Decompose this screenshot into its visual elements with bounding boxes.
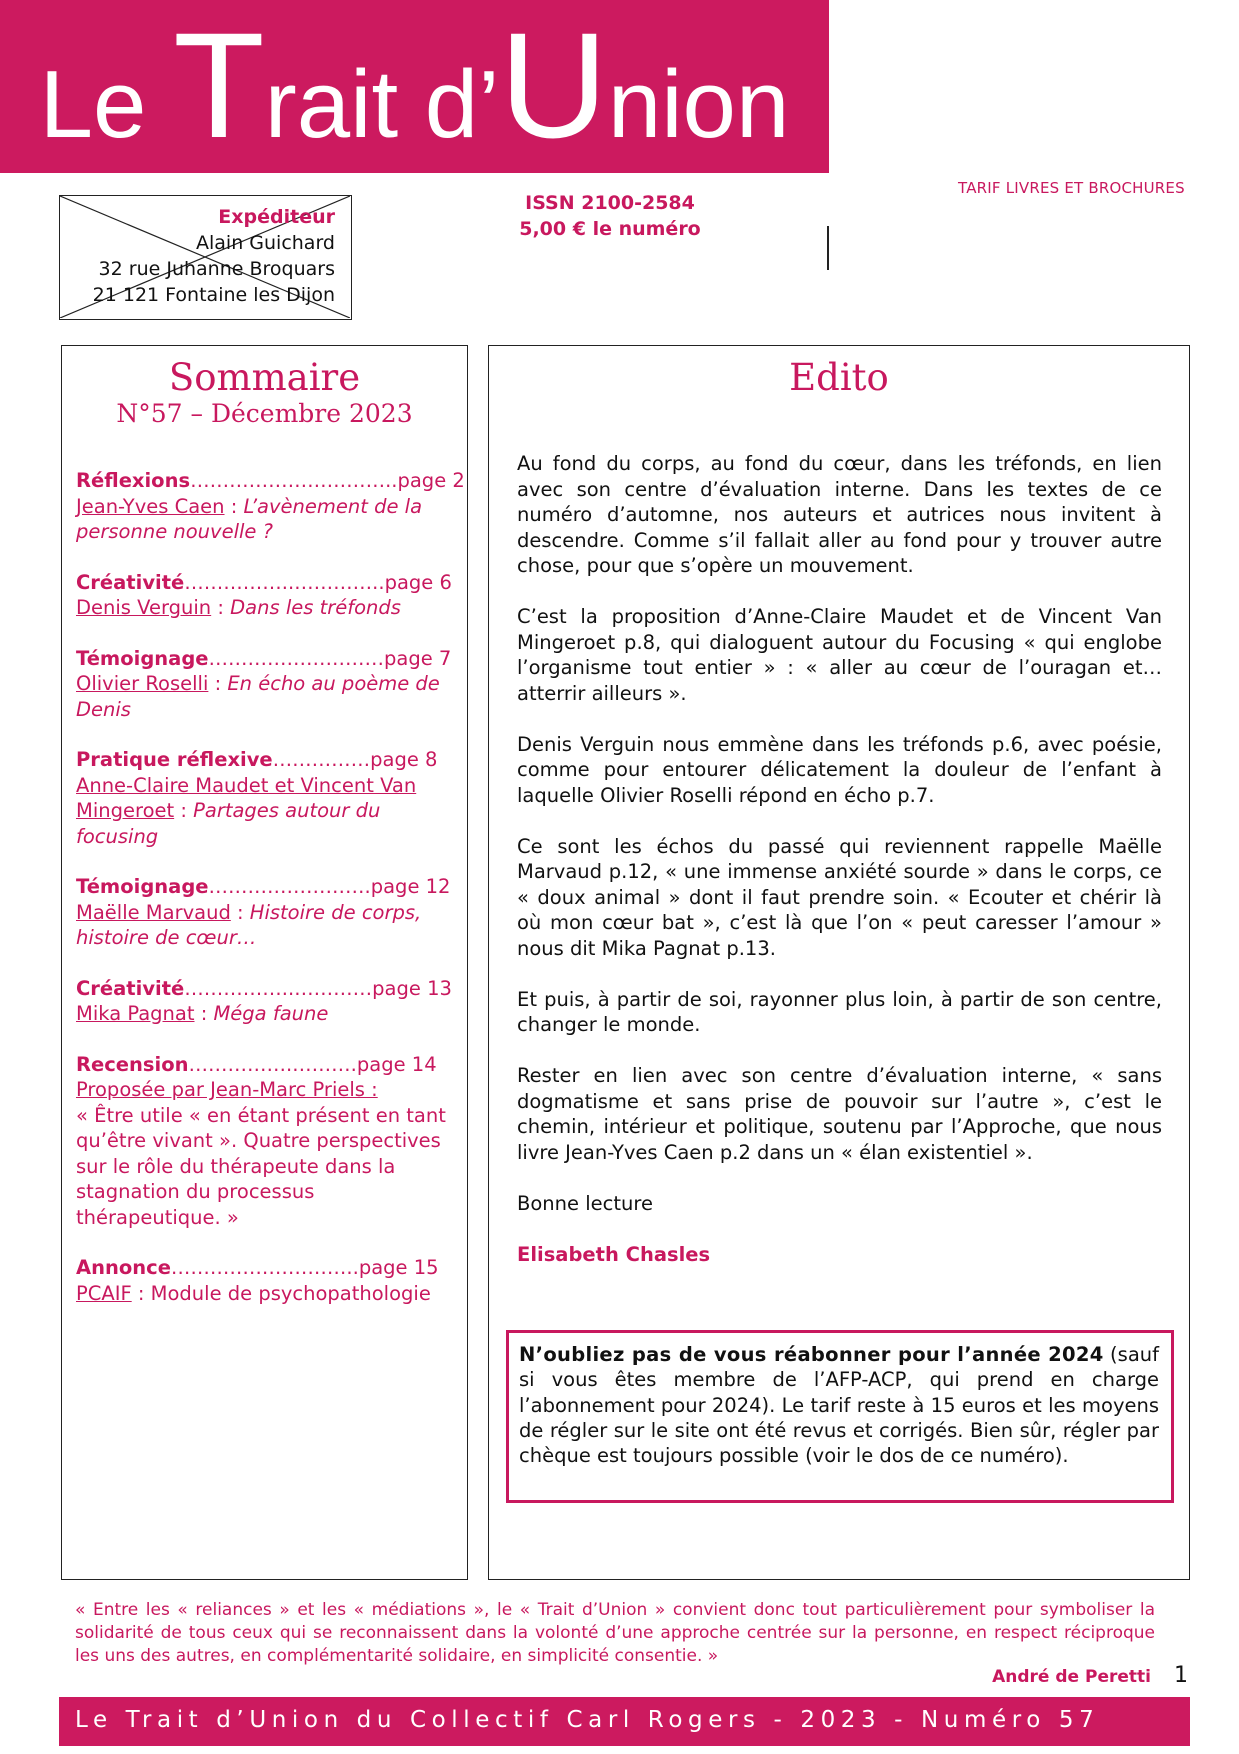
edito-signature: Elisabeth Chasles <box>517 1242 711 1266</box>
table-of-contents <box>76 468 465 1331</box>
toc-category: Créativité <box>76 570 185 594</box>
toc-category: Témoignage <box>76 646 209 670</box>
toc-page: page 13 <box>372 976 452 1000</box>
renewal-headline: N’oubliez pas de vous réabonner pour l’année 2024 <box>519 1343 1104 1366</box>
sommaire-issue: N°57 – Décembre 2023 <box>116 399 413 428</box>
toc-article-title: « Être utile « en étant présent en tant qu’être vivant ». Quatre perspectives sur le rôle du thérapeute dans la stagnation du processus thérapeutique. » <box>76 1103 446 1229</box>
toc-article-title: Dans les tréfonds <box>230 596 401 619</box>
toc-leader: ……………..………….. <box>184 570 385 594</box>
toc-author-link[interactable]: Denis Verguin <box>76 596 212 619</box>
sender-address-box <box>59 195 352 320</box>
toc-leader: …………… <box>272 748 371 771</box>
toc-author-link[interactable]: Jean-Yves Caen <box>76 494 225 518</box>
masthead <box>0 0 829 173</box>
renewal-notice <box>506 1330 1174 1503</box>
toc-page: page 7 <box>384 646 452 670</box>
toc-category: Annonce <box>76 1256 171 1279</box>
quote-author: André de Peretti <box>992 1667 1151 1687</box>
sender-name: Alain Guichard <box>196 232 335 254</box>
toc-page: page 6 <box>384 570 452 594</box>
toc-entry: Témoignage………………………page 7 Olivier Roselli : En écho au poème de Denis <box>76 646 452 721</box>
renewal-text <box>519 1342 1159 1468</box>
toc-leader: ………………………. <box>170 1256 353 1279</box>
toc-page: page 2 <box>397 469 465 492</box>
edito-paragraph: Rester en lien avec son centre d’évaluation interne, « sans dogmatisme et sans prise de pouvoir sur l’autre », c’est le chemin, intérieur et politique, soutenu par l’Approche, que nous livre Jean-Yves Caen p.2 dans un « élan existentiel ». <box>517 1064 1162 1164</box>
toc-article-title: Histoire de corps, histoire de cœur… <box>76 900 422 949</box>
toc-author-link[interactable]: Proposée par Jean-Marc Priels : <box>76 1078 378 1101</box>
edito-paragraph: Denis Verguin nous emmène dans les tréfonds p.6, avec poésie, comme pour entourer délicatement la douleur de l’enfant à laquelle Olivier Roselli répond en écho p.7. <box>517 732 1162 807</box>
toc-author-link[interactable]: Mika Pagnat <box>76 1002 195 1025</box>
toc-category: Recension <box>76 1052 189 1076</box>
toc-page: page 8 <box>370 748 438 771</box>
sender-label: Expéditeur <box>218 206 335 228</box>
toc-author-link[interactable]: Maëlle Marvaud <box>76 900 231 924</box>
edito-paragraph: Bonne lecture <box>517 1191 653 1215</box>
toc-leader: …………….………. <box>188 1052 357 1076</box>
masthead-title: Le Trait d’Union <box>39 1 790 169</box>
toc-category: Pratique réflexive <box>76 748 273 771</box>
vertical-divider <box>827 226 829 270</box>
sender-street: 32 rue Juhanne Broquars <box>98 258 335 280</box>
toc-article-title: Partages autour du focusing <box>76 799 381 848</box>
toc-entry: Témoignage…………………….page 12 Maëlle Marvaud : Histoire de corps, histoire de cœur… <box>76 875 451 949</box>
toc-entry: Créativité……………..…………page 13 Mika Pagnat : Méga faune <box>76 976 452 1025</box>
edito-title: Edito <box>789 356 889 399</box>
toc-category: Créativité <box>76 976 185 1000</box>
issue-price: 5,00 € le numéro <box>519 218 701 240</box>
footer-text: Le Trait d’Union du Collectif Carl Rogers - 2023 - Numéro 57 <box>75 1707 1100 1733</box>
edito-paragraph: Au fond du corps, au fond du cœur, dans les tréfonds, en lien avec son centre d’évaluation interne. Dans les textes de ce numéro d’automne, nos auteurs et autrices nous invitent à descendre. Comme s’il fallait aller au fond pour y trouver autre chose, pour que s’opère un mouvement. <box>517 452 1162 577</box>
postal-tariff: TARIF LIVRES ET BROCHURES <box>958 179 1185 197</box>
footer-band <box>59 1697 1190 1746</box>
issn-number: ISSN 2100-2584 <box>525 192 695 214</box>
sender-city: 21 121 Fontaine les Dijon <box>92 284 335 306</box>
quote-text: « Entre les « reliances » et les « médiations », le « Trait d’Union » convient donc tout particulièrement pour symboliser la solidarité de tous ceux qui se reconnaissent dans la volonté d’une approche centrée sur la personne, en respect réciproque les uns des autres, en complémentarité solidaire, en simplicité consentie. » <box>75 1600 1155 1666</box>
page-number: 1 <box>1174 1663 1188 1688</box>
toc-article-title: Méga faune <box>213 1002 329 1025</box>
toc-author-link[interactable]: Olivier Roselli <box>76 672 209 695</box>
toc-entry: Réflexions…………………………..page 2 Jean-Yves Caen : L’avènement de la personne nouvelle ? <box>76 469 465 543</box>
toc-page: page 14 <box>356 1052 437 1076</box>
toc-category: Témoignage <box>76 875 209 898</box>
toc-entry: Pratique réflexive……………page 8 Anne-Claire Maudet et Vincent Van Mingeroet : Partages autour du focusing <box>76 748 438 848</box>
sommaire-box <box>61 345 468 1580</box>
edito-paragraph: Et puis, à partir de soi, rayonner plus loin, à partir de son centre, changer le monde. <box>517 987 1162 1036</box>
toc-leader: ………………………….. <box>190 469 398 492</box>
toc-leader: ……………..………… <box>184 976 373 1000</box>
toc-entry: Annonce………………………..page 15 PCAIF : Module de psychopathologie <box>76 1256 439 1305</box>
toc-article-title: En écho au poème de Denis <box>76 672 440 721</box>
toc-entry <box>76 1052 448 1231</box>
toc-author-link[interactable]: Anne-Claire Maudet et Vincent Van Mingeroet <box>76 773 417 822</box>
toc-page: page 12 <box>370 875 451 898</box>
toc-entry: Créativité……………..…………..page 6 Denis Verguin : Dans les tréfonds <box>76 570 452 619</box>
edito-body <box>517 451 1162 1293</box>
toc-leader: ……………………… <box>208 646 385 670</box>
toc-article-title: Module de psychopathologie <box>150 1281 431 1305</box>
toc-author-link[interactable]: PCAIF <box>76 1281 132 1305</box>
edito-paragraph: Ce sont les échos du passé qui reviennent rappelle Maëlle Marvaud p.12, « une immense anxiété sourde » dans le corps, ce « doux animal » dont il faut prendre soin. « Ecouter et chérir là où mon cœur bat », c’est là que l’on « peut caresser l’amour » nous dit Mika Pagnat p.13. <box>517 834 1162 960</box>
edito-paragraph: C’est la proposition d’Anne-Claire Maudet et de Vincent Van Mingeroet p.8, qui dialoguent autour du Focusing « qui englobe l’organisme tout entier » : « aller au cœur de l’ouragan et… atterrir ailleurs ». <box>517 605 1162 705</box>
sommaire-title: Sommaire <box>168 356 361 399</box>
toc-page: .page 15 <box>352 1256 439 1279</box>
toc-article-title: L’avènement de la personne nouvelle ? <box>76 494 423 543</box>
renewal-details: (sauf si vous êtes membre de l’AFP-ACP, qui prend en charge l’abonnement pour 2024). Le tarif reste à 15 euros et les moyens de régler sur le site ont été revus et corrigés. Bien sûr, régler par chèque est toujours possible (voir le dos de ce numéro). <box>519 1343 1159 1468</box>
toc-category: Réflexions <box>76 469 191 492</box>
sender-text <box>93 204 335 308</box>
toc-leader: ……………………. <box>208 875 371 898</box>
issn-block <box>480 190 740 242</box>
